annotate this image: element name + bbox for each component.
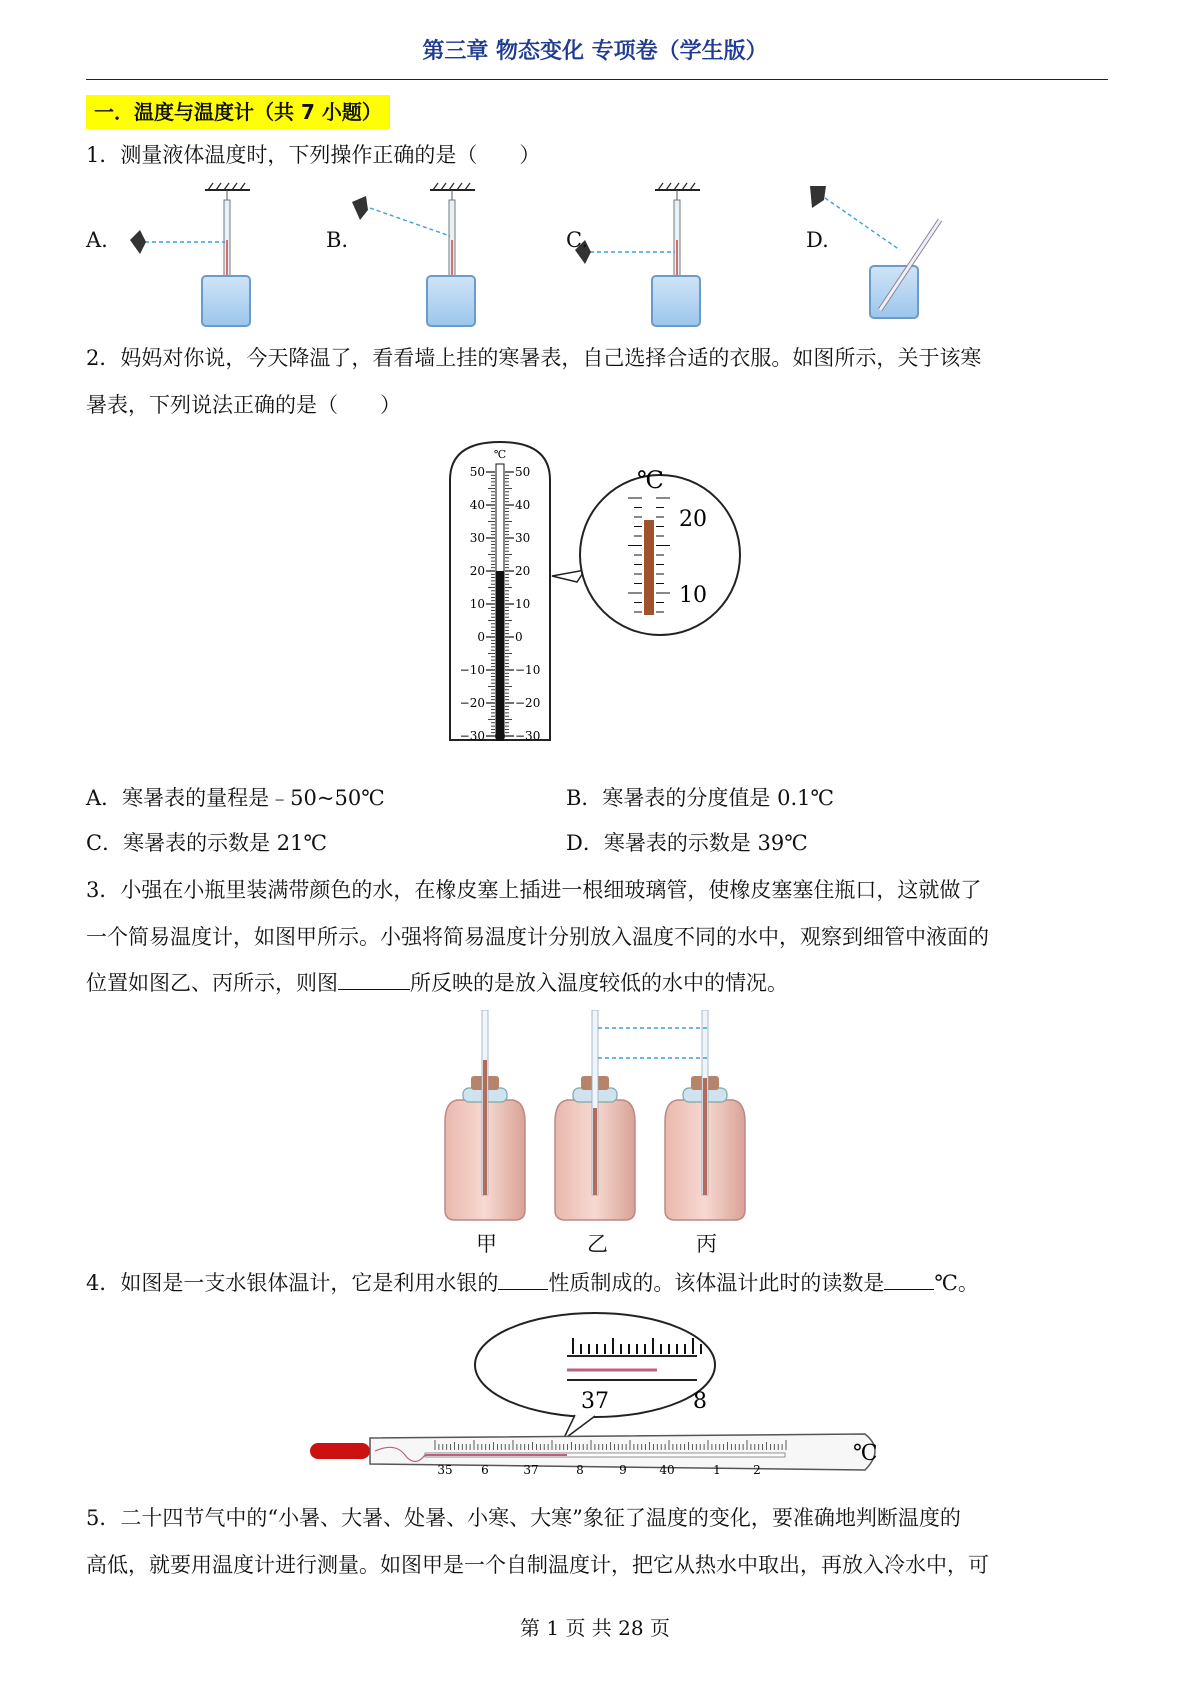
q2-thermometer-figure xyxy=(445,440,745,760)
scale-label-left: 10 xyxy=(469,597,485,611)
q4-part-1: 4．如图是一支水银体温计，它是利用水银的 xyxy=(86,1271,499,1295)
option-c-diagram xyxy=(575,183,700,326)
q2-option-c: C．寒暑表的示数是 21℃ xyxy=(86,831,327,855)
zoom-label-10: 10 xyxy=(679,583,707,608)
scale-unit: ℃ xyxy=(493,448,507,461)
page-header-title: 第三章 物态变化 专项卷（学生版） xyxy=(422,39,768,64)
zoom-label-8: 8 xyxy=(693,1389,707,1414)
scale-label-left: −30 xyxy=(459,729,485,743)
bottle-label-bing: 丙 xyxy=(696,1232,717,1256)
scale-label: 9 xyxy=(619,1463,627,1477)
q2-option-a: A．寒暑表的量程是﹣50~50℃ xyxy=(86,786,385,810)
q3-line-3 xyxy=(86,968,788,998)
q5-line-2: 高低，就要用温度计进行测量。如图甲是一个自制温度计，把它从热水中取出，再放入冷水中，可 xyxy=(86,1553,989,1577)
q4-answer-blank-1[interactable] xyxy=(498,1271,548,1290)
q4-clinical-thermometer-figure xyxy=(305,1310,895,1480)
header-divider xyxy=(86,79,1108,80)
scale-label-right: 20 xyxy=(515,564,531,578)
q2-line-2: 暑表，下列说法正确的是（ ） xyxy=(86,393,401,417)
scale-label-left: 30 xyxy=(469,531,485,545)
scale-label: 6 xyxy=(481,1463,489,1477)
page-footer: 第 1 页 共 28 页 xyxy=(520,1616,670,1640)
q2-option-b: B．寒暑表的分度值是 0.1℃ xyxy=(566,786,834,810)
q1-option-d-label: D. xyxy=(806,228,829,252)
thermometer-unit: ℃ xyxy=(853,1441,878,1466)
q1-stem: 1．测量液体温度时，下列操作正确的是（ ） xyxy=(86,143,541,167)
scale-label: 37 xyxy=(523,1463,539,1477)
scale-label-right: 40 xyxy=(515,498,531,512)
scale-label-left: 40 xyxy=(469,498,485,512)
q1-option-a-label: A. xyxy=(86,228,108,252)
scale-label: 35 xyxy=(437,1463,453,1477)
q3-line-2: 一个简易温度计，如图甲所示。小强将简易温度计分别放入温度不同的水中，观察到细管中液面的 xyxy=(86,925,989,949)
option-d-diagram xyxy=(810,186,940,318)
scale-label-right: 30 xyxy=(515,531,531,545)
q4-part-2: 性质制成的。该体温计此时的读数是 xyxy=(548,1271,885,1295)
scale-label-left: 20 xyxy=(469,564,485,578)
q3-line-3-end: 所反映的是放入温度较低的水中的情况。 xyxy=(410,971,788,995)
q3-bottles-figure xyxy=(440,1010,760,1255)
zoom-label-20: 20 xyxy=(679,507,707,532)
scale-label: 8 xyxy=(576,1463,584,1477)
scale-label-right: −30 xyxy=(515,729,541,743)
q3-line-3-start: 位置如图乙、丙所示，则图 xyxy=(86,971,338,995)
q4-stem xyxy=(86,1268,979,1298)
zoom-label-37: 37 xyxy=(581,1389,609,1414)
option-a-diagram xyxy=(130,183,250,326)
scale-label: 2 xyxy=(753,1463,761,1477)
bottle-label-jia: 甲 xyxy=(476,1232,497,1256)
scale-label-right: −20 xyxy=(515,696,541,710)
zoom-unit: ℃ xyxy=(637,466,664,494)
q2-option-d: D．寒暑表的示数是 39℃ xyxy=(566,831,808,855)
scale-label: 1 xyxy=(713,1463,721,1477)
bottle-label-yi: 乙 xyxy=(587,1232,608,1256)
q2-line-1: 2．妈妈对你说，今天降温了，看看墙上挂的寒暑表，自己选择合适的衣服。如图所示，关于该寒 xyxy=(86,346,982,370)
q1-option-c-label: C. xyxy=(566,228,588,252)
scale-label-left: −20 xyxy=(459,696,485,710)
scale-label-right: 50 xyxy=(515,465,531,479)
scale-label-left: 0 xyxy=(477,630,485,644)
scale-label-left: 50 xyxy=(469,465,485,479)
option-b-diagram xyxy=(352,183,475,326)
q1-option-b-label: B. xyxy=(326,228,349,252)
scale-label-right: 0 xyxy=(515,630,523,644)
q3-line-1: 3．小强在小瓶里装满带颜色的水，在橡皮塞上插进一根细玻璃管，使橡皮塞塞住瓶口，这就做了 xyxy=(86,878,982,902)
scale-label-right: 10 xyxy=(515,597,531,611)
q4-answer-blank-2[interactable] xyxy=(884,1271,934,1290)
scale-label-left: −10 xyxy=(459,663,485,677)
q5-line-1: 5．二十四节气中的“小暑、大暑、处暑、小寒、大寒”象征了温度的变化，要准确地判断温度的 xyxy=(86,1506,961,1530)
q3-answer-blank[interactable] xyxy=(338,971,410,990)
q1-figure xyxy=(80,180,1020,330)
scale-label: 40 xyxy=(659,1463,675,1477)
scale-label-right: −10 xyxy=(515,663,541,677)
section-title: 一．温度与温度计（共 7 小题） xyxy=(86,95,390,129)
q4-part-3: ℃。 xyxy=(934,1271,979,1295)
